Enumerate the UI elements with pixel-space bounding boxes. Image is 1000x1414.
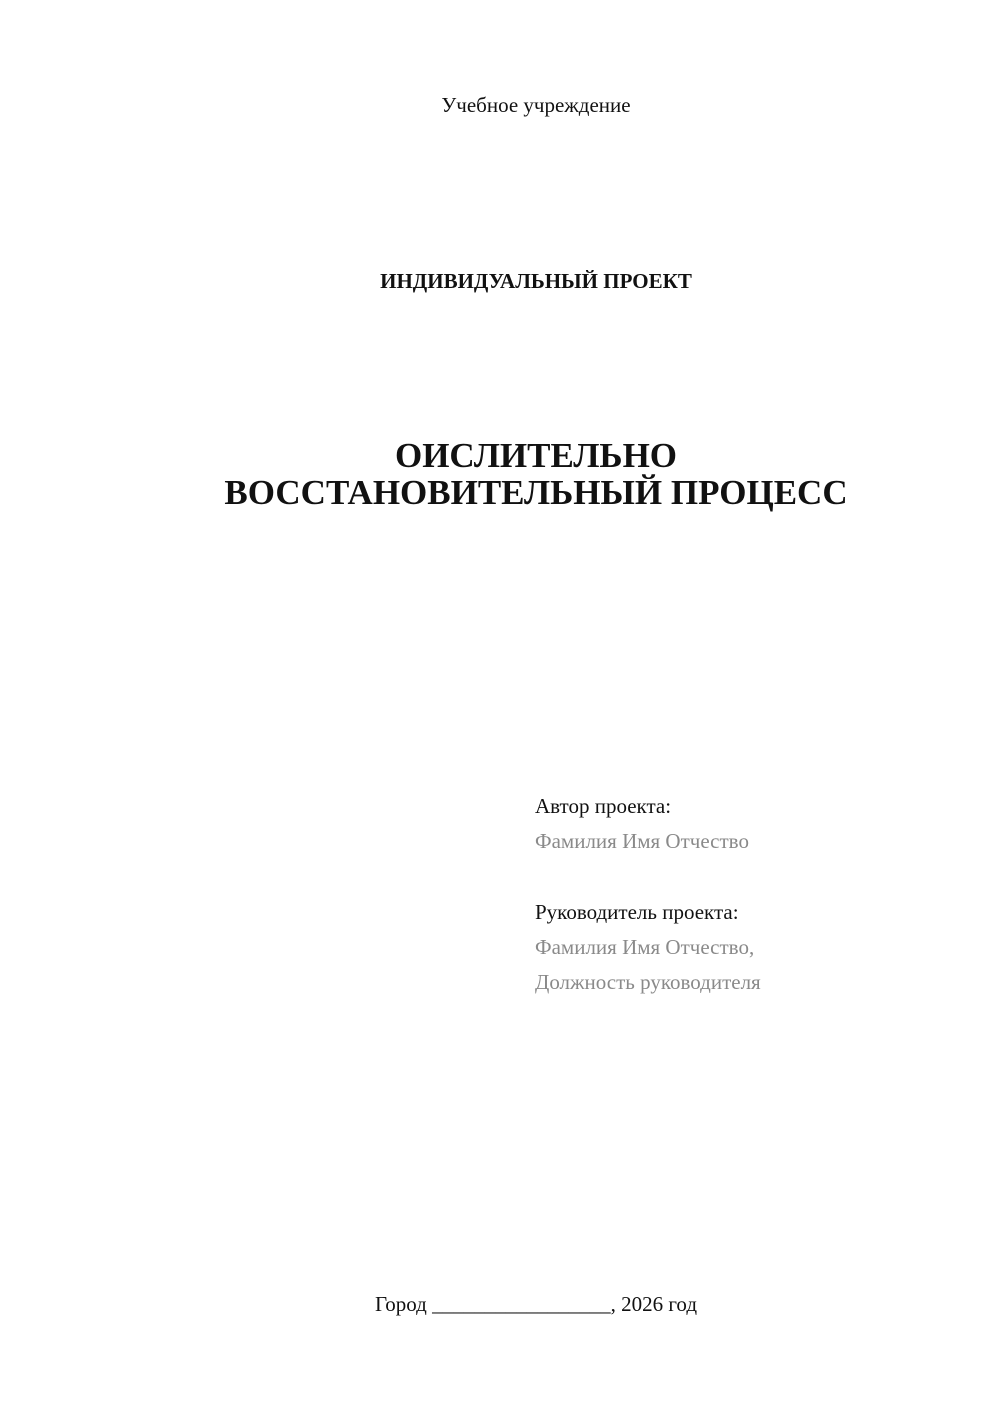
institution-name: Учебное учреждение xyxy=(441,93,631,117)
city-year-line: Город _________________, 2026 год xyxy=(374,1292,698,1316)
author-label: Автор проекта: xyxy=(535,794,672,818)
project-title xyxy=(0,437,1000,511)
project-title-line-2: ВОССТАНОВИТЕЛЬНЫЙ ПРОЦЕСС xyxy=(224,473,848,512)
credits-spacer xyxy=(535,859,975,895)
author-name: Фамилия Имя Отчество xyxy=(535,829,749,853)
supervisor-label: Руководитель проекта: xyxy=(535,900,739,924)
project-type-heading: ИНДИВИДУАЛЬНЫЙ ПРОЕКТ xyxy=(380,269,692,293)
supervisor-name: Фамилия Имя Отчество, xyxy=(535,935,755,959)
supervisor-position: Должность руководителя xyxy=(535,970,761,994)
credits-block xyxy=(535,789,975,1000)
project-title-line-1: ОИСЛИТЕЛЬНО xyxy=(394,436,678,475)
